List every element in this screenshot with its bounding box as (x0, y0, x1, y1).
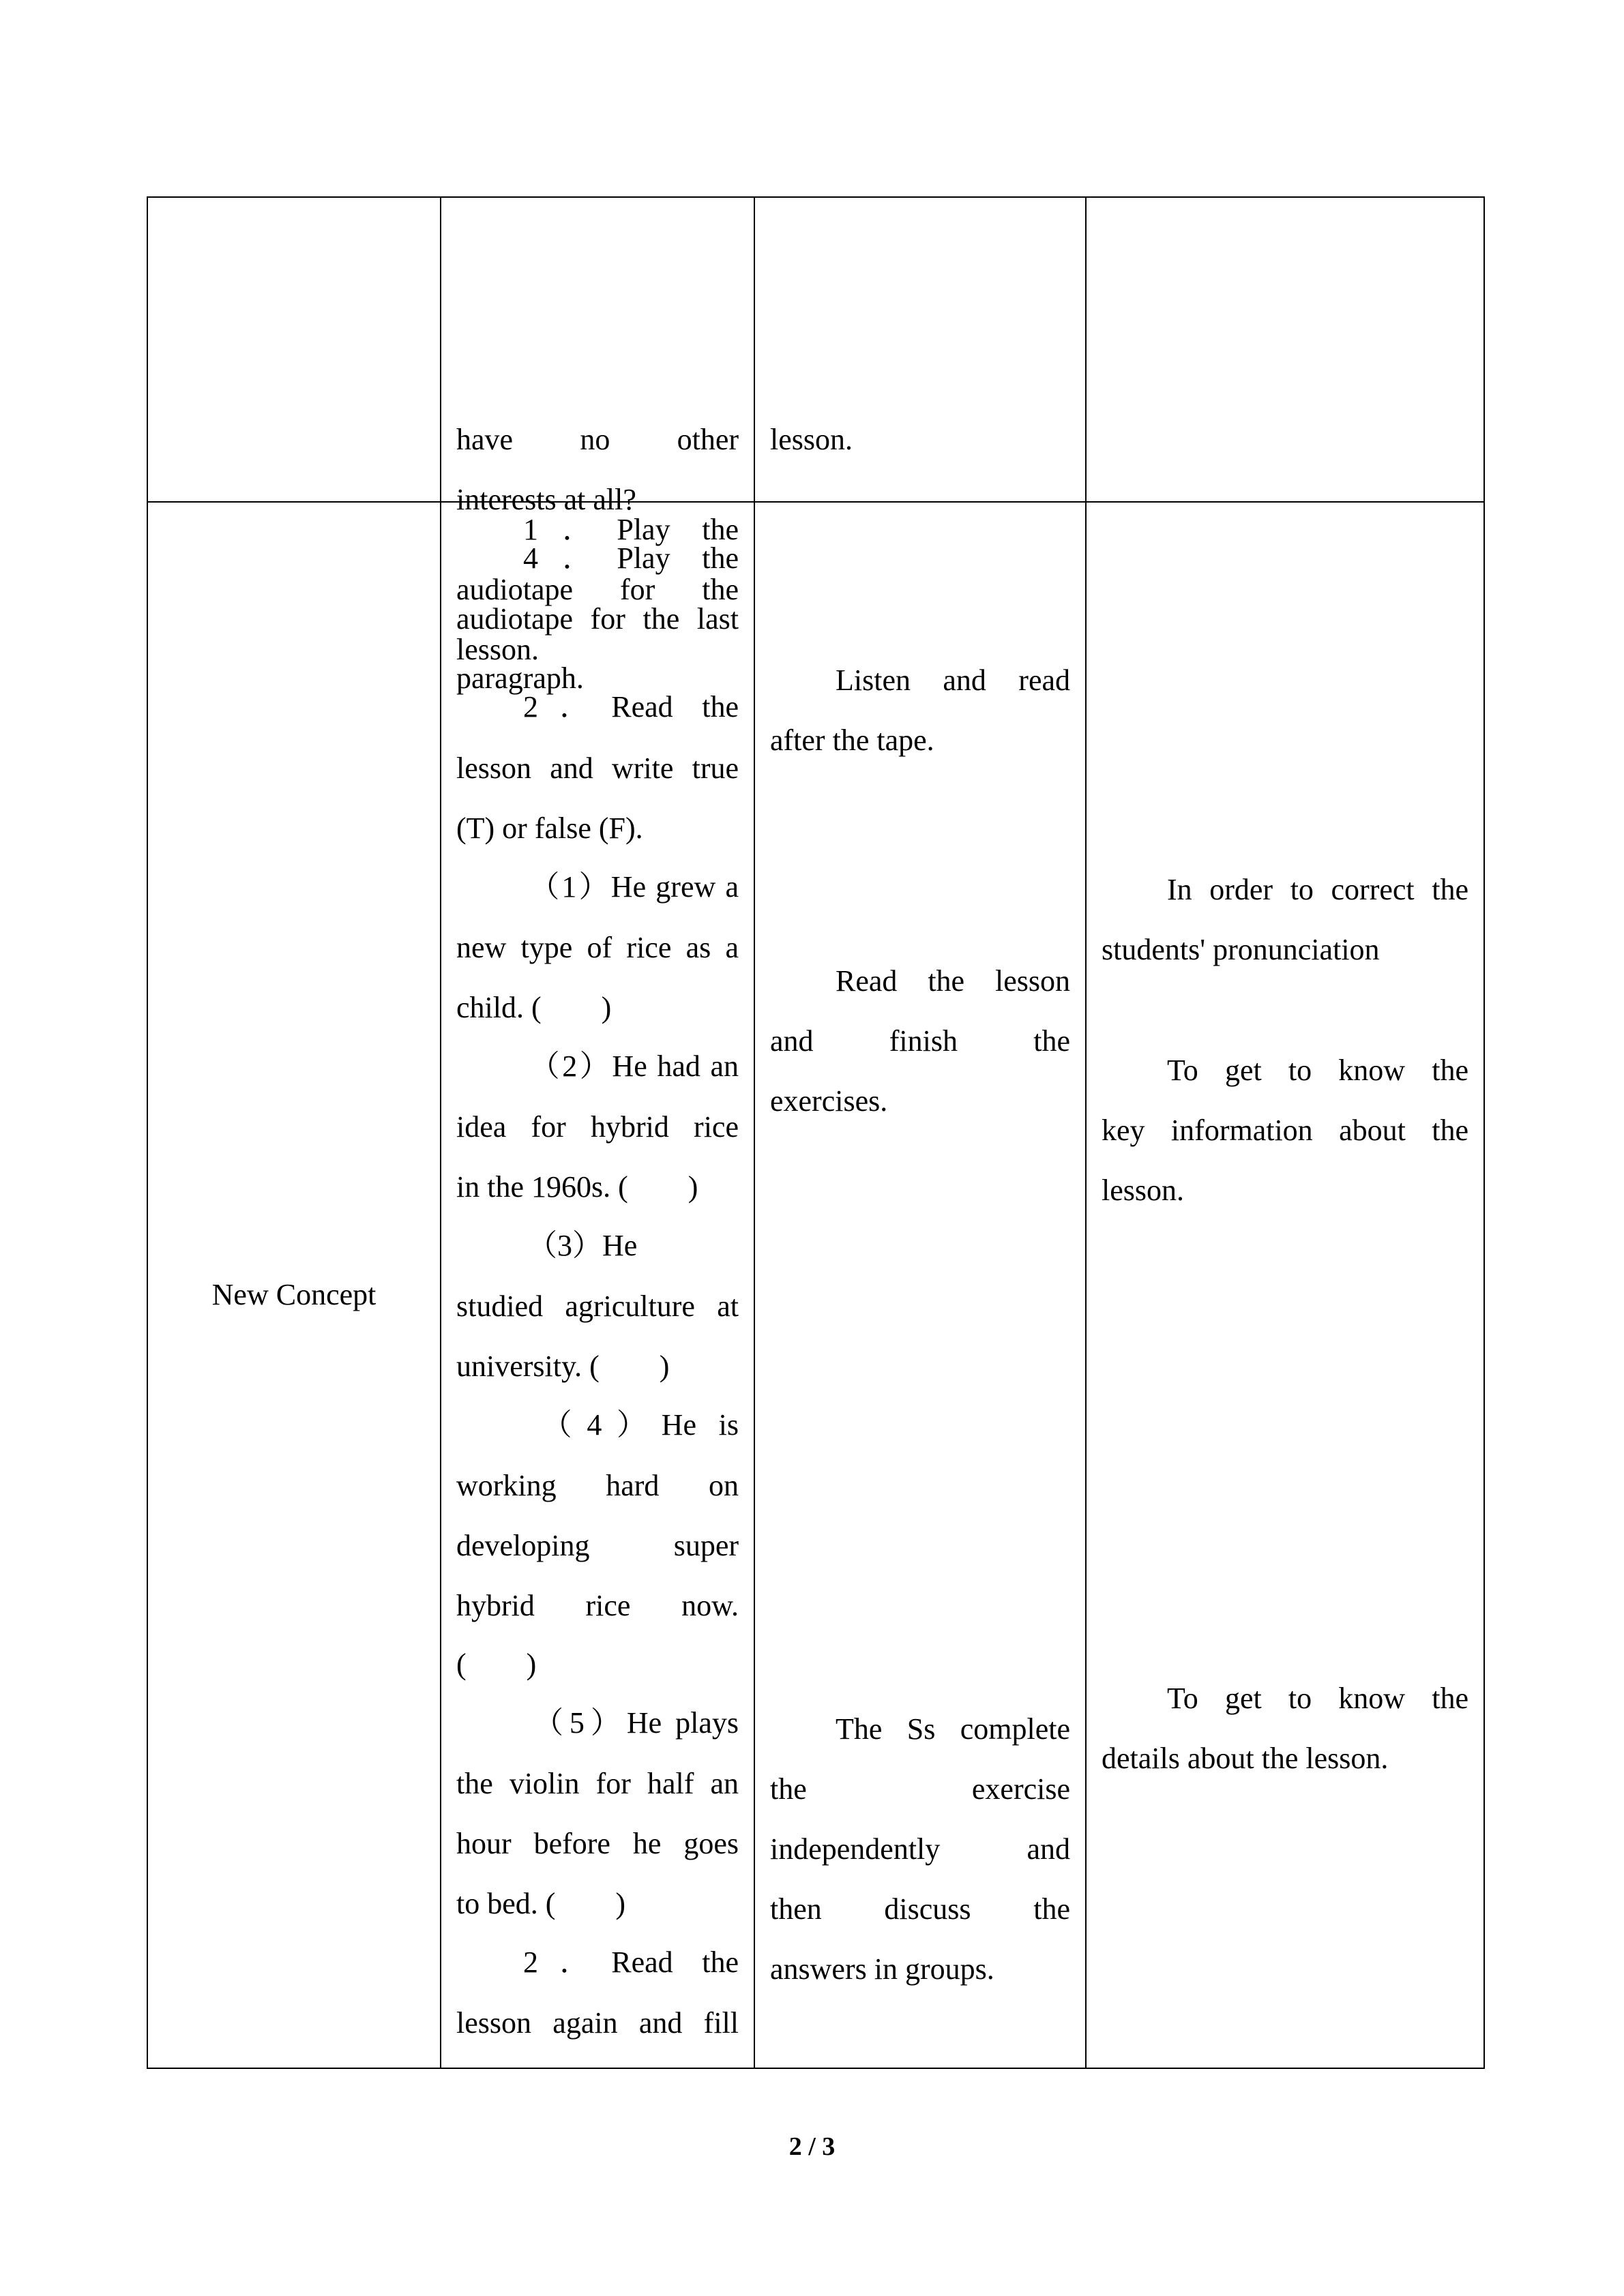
text-line: working hard on (456, 1469, 739, 1502)
text-line: child. ( ) (456, 991, 612, 1024)
text-line: To get to know the (1167, 1054, 1468, 1087)
text-line: （3）He (527, 1229, 638, 1262)
table-cell (1086, 502, 1484, 2068)
text-line: hybrid rice now. (456, 1589, 739, 1622)
text-line: Listen and read (836, 664, 1070, 697)
text-line: (T) or false (F). (456, 811, 643, 845)
text-line: hour before he goes (456, 1827, 739, 1860)
text-line: key information about the (1102, 1114, 1468, 1147)
text-line: lesson. (1102, 1174, 1184, 1207)
text-line: 1．Play the (523, 513, 739, 546)
text-line: idea for hybrid rice (456, 1110, 739, 1144)
text-line: independently and (770, 1832, 1070, 1866)
step-label: New Concept (211, 1278, 377, 1311)
page-number: 2 / 3 (788, 2132, 836, 2161)
table-row (147, 197, 1484, 502)
table-cell (754, 502, 1086, 2068)
text-line: and finish the (770, 1024, 1070, 1058)
text-line: lesson. (770, 423, 853, 456)
text-line: The Ss complete (836, 1712, 1070, 1746)
text-line: To get to know the (1167, 1682, 1468, 1715)
table-cell (1086, 197, 1484, 502)
text-line: details about the lesson. (1102, 1742, 1389, 1775)
text-line: answers in groups. (770, 1952, 994, 1986)
text-line: In order to correct the (1167, 873, 1468, 906)
text-line: students' pronunciation (1102, 933, 1380, 966)
text-line: （2）He had an (527, 1049, 739, 1083)
table-cell (147, 502, 441, 2068)
text-line: new type of rice as a (456, 931, 739, 964)
text-line: lesson. (456, 633, 539, 666)
text-line: paragraph. (456, 661, 584, 695)
text-line: （4）He is (527, 1408, 739, 1442)
text-line: （5）He plays (527, 1706, 739, 1740)
text-line: then discuss the (770, 1892, 1070, 1926)
text-line: the exercise (770, 1772, 1070, 1806)
text-line: developing super (456, 1529, 739, 1562)
text-line: lesson again and fill (456, 2006, 739, 2040)
table-cell (441, 502, 754, 2068)
text-line: the violin for half an (456, 1767, 739, 1800)
text-line: audiotape for the (456, 573, 739, 606)
text-line: after the tape. (770, 724, 934, 757)
text-line: 2．Read the (523, 1945, 739, 1979)
table-row (147, 502, 1484, 2068)
text-line: 2．Read the (523, 690, 739, 724)
table-cell (147, 197, 441, 502)
text-line: 4．Play the (523, 541, 739, 575)
text-line: lesson and write true (456, 751, 739, 785)
text-line: to bed. ( ) (456, 1887, 626, 1920)
text-line: university. ( ) (456, 1350, 670, 1383)
text-line: （1）He grew a (527, 870, 739, 904)
text-line: Read the lesson (836, 964, 1070, 998)
table-cell (754, 197, 1086, 502)
text-line: have no other (456, 423, 739, 456)
lesson-plan-table (147, 196, 1485, 2069)
text-line: studied agriculture at (456, 1289, 739, 1323)
text-line: interests at all? (456, 483, 636, 516)
text-line: ( ) (456, 1648, 537, 1681)
text-line: exercises. (770, 1084, 888, 1118)
text-line: in the 1960s. ( ) (456, 1170, 698, 1204)
text-line: audiotape for the last (456, 602, 739, 636)
